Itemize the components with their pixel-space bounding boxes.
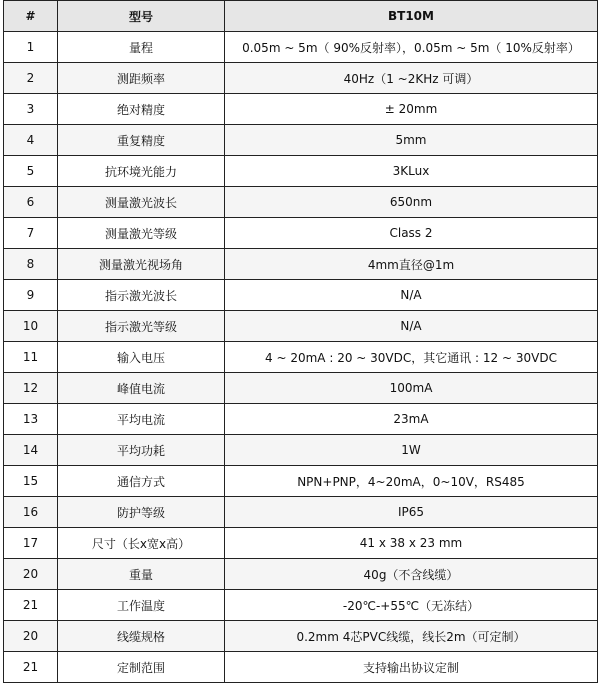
row-value: N/A bbox=[225, 280, 598, 311]
row-index: 10 bbox=[4, 311, 58, 342]
table-row bbox=[4, 528, 598, 559]
row-index: 2 bbox=[4, 63, 58, 94]
table-row bbox=[4, 32, 598, 63]
table-row bbox=[4, 94, 598, 125]
row-param: 测量激光视场角 bbox=[58, 249, 225, 280]
row-index: 20 bbox=[4, 559, 58, 590]
row-value: 0.2mm 4芯PVC线缆，线长2m（可定制） bbox=[225, 621, 598, 652]
table-row bbox=[4, 404, 598, 435]
row-param: 重量 bbox=[58, 559, 225, 590]
row-param: 测量激光等级 bbox=[58, 218, 225, 249]
row-index: 12 bbox=[4, 373, 58, 404]
row-value: -20℃-+55℃（无冻结） bbox=[225, 590, 598, 621]
table-row bbox=[4, 497, 598, 528]
row-value: 100mA bbox=[225, 373, 598, 404]
row-value: 1W bbox=[225, 435, 598, 466]
row-index: 13 bbox=[4, 404, 58, 435]
row-value: 41 x 38 x 23 mm bbox=[225, 528, 598, 559]
row-index: 17 bbox=[4, 528, 58, 559]
row-value: 40Hz（1 ~2KHz 可调） bbox=[225, 63, 598, 94]
table-row bbox=[4, 125, 598, 156]
row-value: N/A bbox=[225, 311, 598, 342]
header-model: 型号 bbox=[58, 1, 225, 32]
row-index: 5 bbox=[4, 156, 58, 187]
table-row bbox=[4, 249, 598, 280]
table-row bbox=[4, 311, 598, 342]
table-row bbox=[4, 590, 598, 621]
row-param: 测量激光波长 bbox=[58, 187, 225, 218]
header-product: BT10M bbox=[225, 1, 598, 32]
row-param: 防护等级 bbox=[58, 497, 225, 528]
row-value: 650nm bbox=[225, 187, 598, 218]
table-row bbox=[4, 373, 598, 404]
row-param: 指示激光等级 bbox=[58, 311, 225, 342]
spec-table bbox=[3, 0, 598, 683]
row-value: 支持输出协议定制 bbox=[225, 652, 598, 683]
row-value: 4 ~ 20mA : 20 ~ 30VDC，其它通讯 : 12 ~ 30VDC bbox=[225, 342, 598, 373]
row-param: 绝对精度 bbox=[58, 94, 225, 125]
table-row bbox=[4, 621, 598, 652]
row-param: 平均电流 bbox=[58, 404, 225, 435]
table-row bbox=[4, 187, 598, 218]
row-index: 21 bbox=[4, 652, 58, 683]
row-index: 7 bbox=[4, 218, 58, 249]
table-row bbox=[4, 342, 598, 373]
row-param: 输入电压 bbox=[58, 342, 225, 373]
row-param: 尺寸（长x宽x高） bbox=[58, 528, 225, 559]
row-param: 指示激光波长 bbox=[58, 280, 225, 311]
row-value: 4mm直径@1m bbox=[225, 249, 598, 280]
row-index: 21 bbox=[4, 590, 58, 621]
row-value: 3KLux bbox=[225, 156, 598, 187]
row-index: 11 bbox=[4, 342, 58, 373]
row-index: 14 bbox=[4, 435, 58, 466]
row-value: 0.05m ~ 5m（ 90%反射率），0.05m ~ 5m（ 10%反射率） bbox=[225, 32, 598, 63]
row-value: NPN+PNP，4~20mA，0~10V，RS485 bbox=[225, 466, 598, 497]
table-body bbox=[4, 32, 598, 683]
row-param: 定制范围 bbox=[58, 652, 225, 683]
row-index: 9 bbox=[4, 280, 58, 311]
row-value: Class 2 bbox=[225, 218, 598, 249]
table-header-row bbox=[4, 1, 598, 32]
row-value: 40g（不含线缆） bbox=[225, 559, 598, 590]
table-row bbox=[4, 156, 598, 187]
row-index: 1 bbox=[4, 32, 58, 63]
row-index: 3 bbox=[4, 94, 58, 125]
row-index: 20 bbox=[4, 621, 58, 652]
table-row bbox=[4, 435, 598, 466]
row-param: 工作温度 bbox=[58, 590, 225, 621]
row-index: 6 bbox=[4, 187, 58, 218]
row-param: 峰值电流 bbox=[58, 373, 225, 404]
row-param: 抗环境光能力 bbox=[58, 156, 225, 187]
table-row bbox=[4, 280, 598, 311]
row-value: 23mA bbox=[225, 404, 598, 435]
row-index: 16 bbox=[4, 497, 58, 528]
row-index: 8 bbox=[4, 249, 58, 280]
table-row bbox=[4, 218, 598, 249]
row-value: 5mm bbox=[225, 125, 598, 156]
row-param: 通信方式 bbox=[58, 466, 225, 497]
row-param: 重复精度 bbox=[58, 125, 225, 156]
table-row bbox=[4, 559, 598, 590]
row-param: 线缆规格 bbox=[58, 621, 225, 652]
row-value: ± 20mm bbox=[225, 94, 598, 125]
row-index: 4 bbox=[4, 125, 58, 156]
row-param: 测距频率 bbox=[58, 63, 225, 94]
table-row bbox=[4, 652, 598, 683]
table-row bbox=[4, 63, 598, 94]
row-param: 量程 bbox=[58, 32, 225, 63]
row-value: IP65 bbox=[225, 497, 598, 528]
header-index: # bbox=[4, 1, 58, 32]
row-param: 平均功耗 bbox=[58, 435, 225, 466]
row-index: 15 bbox=[4, 466, 58, 497]
table-row bbox=[4, 466, 598, 497]
